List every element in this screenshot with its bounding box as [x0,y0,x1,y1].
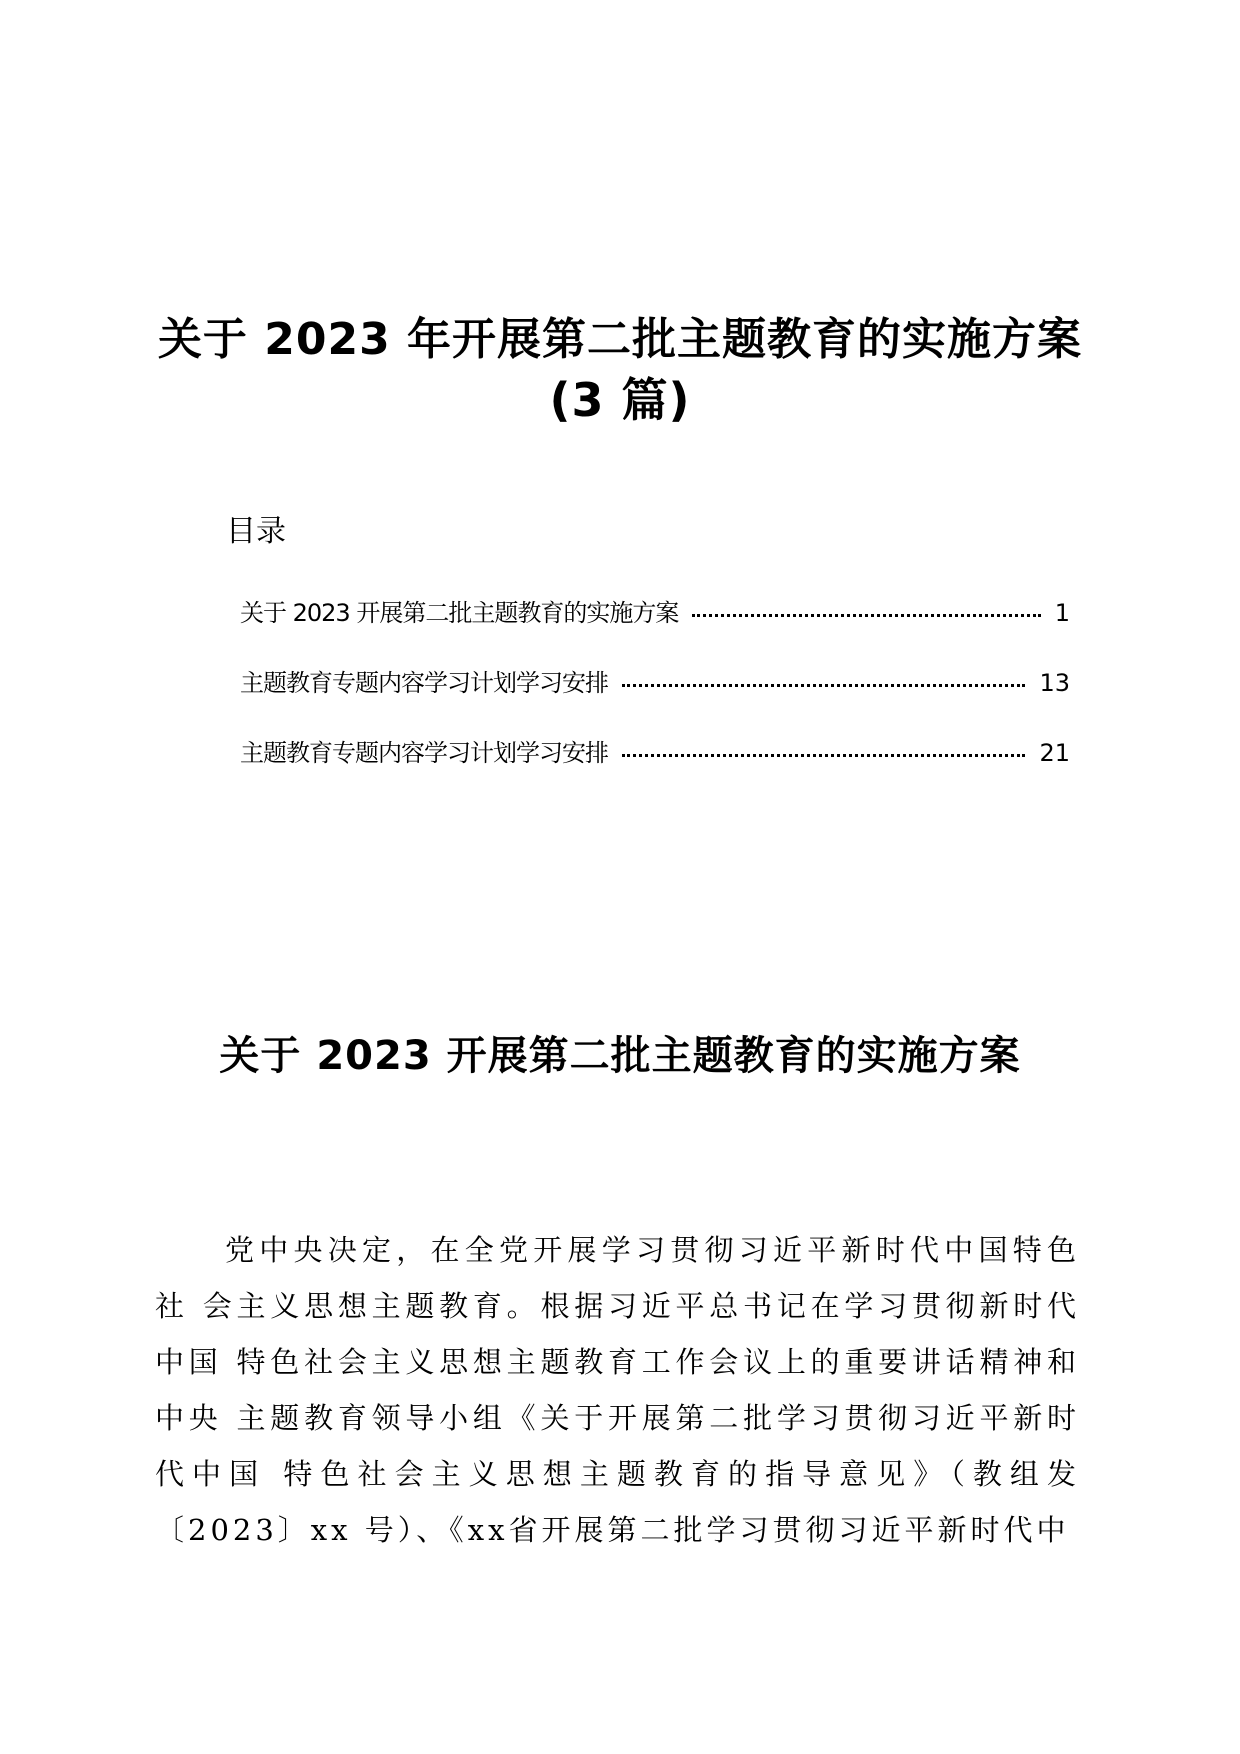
toc-entry-label[interactable]: 主题教育专题内容学习计划学习安排 [240,669,608,697]
document-title: 关于 2023 年开展第二批主题教育的实施方案 [157,314,1083,365]
toc-entry[interactable] [240,668,1070,738]
toc-dot-leader [692,614,1040,617]
toc-entry-label[interactable]: 主题教育专题内容学习计划学习安排 [240,739,608,767]
document-title-subtitle: (3 篇) [549,373,691,427]
toc-dot-leader [622,754,1025,757]
toc-entry-page[interactable]: 1 [1054,599,1070,627]
body-paragraph: 党中央决定，在全党开展学习贯彻习近平新时代中国特色社 会主义思想主题教育。根据习近平总书记在学习贯彻新时代中国 特色社会主义思想主题教育工作会议上的重要讲话精神和中央 主题教育领导小组《关于开展第二批学习贯彻习近平新时代中国 特色社会主义思想主题教育的指导意见》（教组发〔2023〕xx 号）、《xx省开展第二批学习贯彻习近平新时代中 [155,1233,1080,1547]
toc-entry[interactable] [240,738,1070,808]
toc-entry[interactable] [240,598,1070,668]
toc-dot-leader [622,684,1025,687]
toc-entry-page[interactable]: 13 [1039,669,1070,697]
toc-entry-label[interactable]: 关于 2023 开展第二批主题教育的实施方案 [240,599,679,627]
toc-entry-page[interactable]: 21 [1039,739,1070,767]
section-title: 关于 2023 开展第二批主题教育的实施方案 [219,1033,1021,1079]
toc-heading: 目录 [226,514,286,549]
table-of-contents [240,598,1070,808]
